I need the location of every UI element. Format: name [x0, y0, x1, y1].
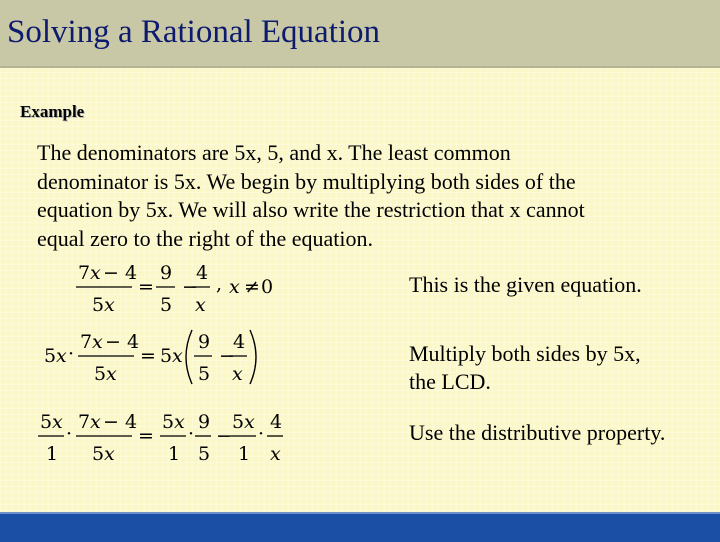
- svg-text:0: 0: [261, 276, 274, 298]
- svg-text:x: x: [229, 276, 240, 298]
- svg-text:x: x: [90, 262, 101, 284]
- svg-text:x: x: [244, 411, 255, 433]
- svg-text:·: ·: [258, 423, 265, 445]
- svg-text:− 4: − 4: [103, 411, 138, 433]
- svg-text:5: 5: [44, 345, 57, 367]
- svg-text:5: 5: [94, 363, 107, 385]
- svg-text:x: x: [56, 345, 67, 367]
- svg-text:5: 5: [160, 294, 173, 316]
- intro-line: equal zero to the right of the equation.: [37, 225, 373, 251]
- svg-text:=: =: [138, 425, 154, 447]
- svg-text:5: 5: [92, 294, 105, 316]
- given-equation: [72, 258, 282, 318]
- svg-text:9: 9: [198, 331, 211, 353]
- svg-text:4: 4: [270, 411, 283, 433]
- svg-text:1: 1: [168, 443, 181, 465]
- svg-text:≠: ≠: [244, 276, 260, 298]
- title-bar: [0, 0, 720, 68]
- example-label: Example: [20, 102, 85, 121]
- svg-text:5: 5: [198, 443, 211, 465]
- svg-text:x: x: [232, 363, 243, 385]
- svg-text:9: 9: [198, 411, 211, 433]
- svg-text:,: ,: [216, 273, 223, 295]
- svg-text:1: 1: [46, 443, 59, 465]
- svg-text:x: x: [104, 443, 115, 465]
- svg-text:·: ·: [66, 423, 73, 445]
- step-2-description: Multiply both sides by 5x, the LCD.: [409, 341, 641, 394]
- svg-text:x: x: [92, 331, 103, 353]
- svg-text:5: 5: [232, 411, 245, 433]
- distributed-equation: [38, 406, 288, 468]
- svg-text:−: −: [216, 425, 232, 447]
- svg-text:− 4: − 4: [105, 331, 140, 353]
- svg-text:−: −: [219, 345, 235, 367]
- svg-text:x: x: [52, 411, 63, 433]
- svg-text:5: 5: [92, 443, 105, 465]
- svg-text:5: 5: [40, 411, 53, 433]
- step-1-description: This is the given equation.: [409, 272, 642, 297]
- svg-text:7: 7: [78, 411, 91, 433]
- svg-text:x: x: [172, 345, 183, 367]
- footer-bar: [0, 512, 720, 542]
- svg-text:x: x: [174, 411, 185, 433]
- svg-text:·: ·: [188, 423, 195, 445]
- intro-line: The denominators are 5x, 5, and x. The least common: [37, 140, 511, 165]
- step-3-description: Use the distributive property.: [409, 420, 666, 445]
- svg-text:x: x: [106, 363, 117, 385]
- intro-line: equation by 5x. We will also write the restriction that x cannot: [37, 197, 585, 222]
- svg-text:x: x: [104, 294, 115, 316]
- svg-text:4: 4: [196, 262, 209, 284]
- svg-text:5: 5: [162, 411, 175, 433]
- svg-text:9: 9: [160, 262, 173, 284]
- intro-paragraph: [37, 139, 677, 253]
- svg-text:7: 7: [80, 331, 93, 353]
- svg-text:5: 5: [160, 345, 173, 367]
- intro-line: denominator is 5x. We begin by multiplying both sides of the: [37, 168, 576, 194]
- svg-text:−: −: [182, 276, 198, 298]
- svg-text:·: ·: [68, 343, 75, 365]
- svg-text:4: 4: [233, 331, 246, 353]
- svg-text:x: x: [90, 411, 101, 433]
- svg-text:=: =: [140, 345, 156, 367]
- svg-text:7: 7: [78, 262, 91, 284]
- svg-text:=: =: [138, 276, 154, 298]
- svg-text:x: x: [270, 443, 281, 465]
- svg-text:x: x: [195, 294, 206, 316]
- svg-text:− 4: − 4: [103, 262, 138, 284]
- slide-title: Solving a Rational Equation: [7, 14, 381, 50]
- svg-text:5: 5: [198, 363, 211, 385]
- lcd-multiplied-equation: [42, 326, 257, 390]
- svg-text:1: 1: [238, 443, 251, 465]
